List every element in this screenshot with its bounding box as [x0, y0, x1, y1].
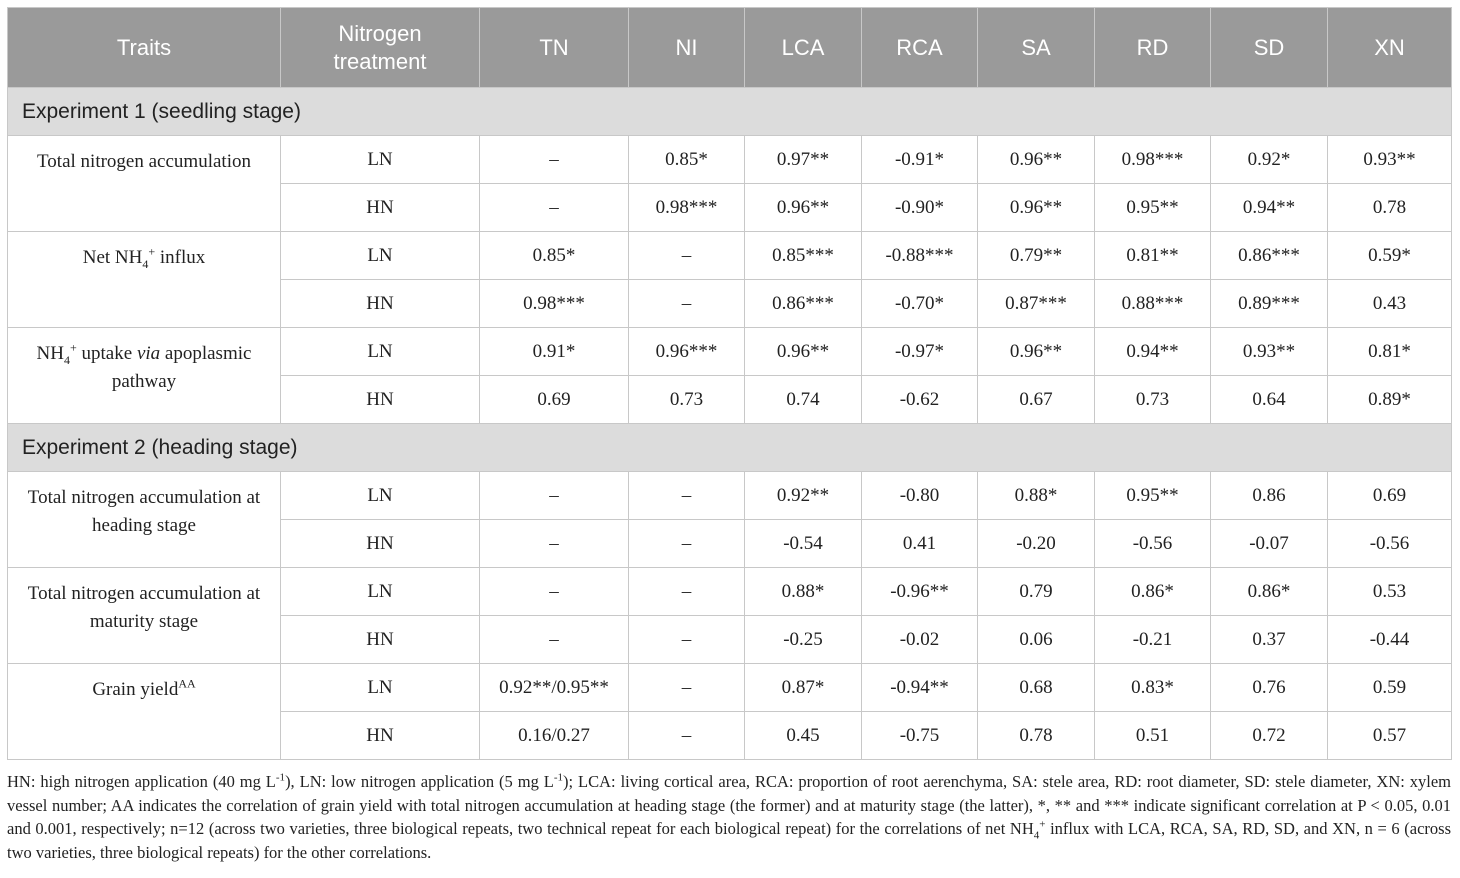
nitrogen-treatment: LN	[281, 136, 480, 184]
table-cell: 0.64	[1211, 376, 1328, 424]
table-cell: 0.89*	[1328, 376, 1452, 424]
nitrogen-treatment: HN	[281, 616, 480, 664]
table-cell: 0.59*	[1328, 232, 1452, 280]
column-header-xn: XN	[1328, 8, 1452, 88]
table-cell: 0.85*	[629, 136, 745, 184]
table-cell: –	[480, 520, 629, 568]
trait-name: Total nitrogen accumulation at heading stage	[8, 472, 281, 568]
table-cell: 0.68	[978, 664, 1095, 712]
table-cell: 0.88*	[745, 568, 862, 616]
trait-name: Total nitrogen accumulation at maturity stage	[8, 568, 281, 664]
table-cell: -0.62	[862, 376, 978, 424]
table-cell: 0.95**	[1095, 184, 1211, 232]
column-header-sa: SA	[978, 8, 1095, 88]
table-cell: 0.96**	[978, 136, 1095, 184]
nitrogen-treatment: LN	[281, 664, 480, 712]
table-cell: –	[629, 664, 745, 712]
table-cell: -0.56	[1095, 520, 1211, 568]
column-header-lca: LCA	[745, 8, 862, 88]
table-cell: 0.87*	[745, 664, 862, 712]
table-cell: 0.45	[745, 712, 862, 760]
table-cell: 0.94**	[1211, 184, 1328, 232]
table-cell: 0.74	[745, 376, 862, 424]
table-row	[8, 472, 1452, 520]
table-cell: 0.93**	[1211, 328, 1328, 376]
correlation-table	[7, 7, 1452, 760]
nitrogen-treatment: LN	[281, 472, 480, 520]
table-cell: 0.86***	[745, 280, 862, 328]
table-cell: -0.88***	[862, 232, 978, 280]
table-cell: -0.80	[862, 472, 978, 520]
table-cell: 0.88*	[978, 472, 1095, 520]
column-header-rd: RD	[1095, 8, 1211, 88]
table-cell: 0.95**	[1095, 472, 1211, 520]
table-cell: –	[629, 280, 745, 328]
column-header-ni: NI	[629, 8, 745, 88]
table-cell: 0.72	[1211, 712, 1328, 760]
table-cell: –	[629, 712, 745, 760]
table-cell: 0.79	[978, 568, 1095, 616]
table-cell: 0.57	[1328, 712, 1452, 760]
table-cell: 0.69	[480, 376, 629, 424]
trait-name: Total nitrogen accumulation	[8, 136, 281, 232]
table-cell: 0.91*	[480, 328, 629, 376]
table-cell: 0.96**	[745, 184, 862, 232]
nitrogen-treatment: LN	[281, 568, 480, 616]
table-cell: -0.02	[862, 616, 978, 664]
table-cell: -0.44	[1328, 616, 1452, 664]
table-cell: 0.85*	[480, 232, 629, 280]
table-cell: 0.89***	[1211, 280, 1328, 328]
table-cell: –	[629, 472, 745, 520]
table-cell: 0.78	[1328, 184, 1452, 232]
table-cell: -0.70*	[862, 280, 978, 328]
nitrogen-treatment: HN	[281, 376, 480, 424]
table-row	[8, 328, 1452, 376]
nitrogen-treatment: HN	[281, 712, 480, 760]
table-cell: 0.76	[1211, 664, 1328, 712]
trait-name: Net $NH_4^+$ influx	[8, 232, 281, 328]
column-header-rca: RCA	[862, 8, 978, 88]
table-cell: -0.21	[1095, 616, 1211, 664]
table-container	[7, 7, 1451, 760]
table-cell: 0.83*	[1095, 664, 1211, 712]
table-cell: 0.86***	[1211, 232, 1328, 280]
trait-name: $NH_4^+$ uptake via apoplasmic pathway	[8, 328, 281, 424]
column-header-sd: SD	[1211, 8, 1328, 88]
table-cell: 0.96**	[745, 328, 862, 376]
table-cell: –	[629, 520, 745, 568]
table-cell: -0.90*	[862, 184, 978, 232]
table-row	[8, 136, 1452, 184]
table-cell: 0.85***	[745, 232, 862, 280]
table-cell: –	[480, 136, 629, 184]
table-cell: -0.20	[978, 520, 1095, 568]
table-cell: -0.96**	[862, 568, 978, 616]
table-cell: 0.96***	[629, 328, 745, 376]
section-row	[8, 424, 1452, 472]
table-cell: -0.07	[1211, 520, 1328, 568]
table-cell: 0.43	[1328, 280, 1452, 328]
column-header-traits: Traits	[8, 8, 281, 88]
trait-name: Grain yield$^{AA}$	[8, 664, 281, 760]
table-cell: 0.92*	[1211, 136, 1328, 184]
nitrogen-treatment: HN	[281, 520, 480, 568]
table-cell: –	[629, 616, 745, 664]
table-cell: 0.96**	[978, 328, 1095, 376]
section-title: Experiment 1 (seedling stage)	[8, 88, 1452, 136]
table-cell: 0.78	[978, 712, 1095, 760]
nitrogen-treatment: HN	[281, 184, 480, 232]
table-cell: 0.96**	[978, 184, 1095, 232]
table-cell: 0.97**	[745, 136, 862, 184]
table-cell: 0.86*	[1095, 568, 1211, 616]
table-cell: –	[629, 232, 745, 280]
column-header-tn: TN	[480, 8, 629, 88]
table-body	[8, 88, 1452, 760]
table-cell: 0.98***	[1095, 136, 1211, 184]
nitrogen-treatment: LN	[281, 232, 480, 280]
table-cell: -0.25	[745, 616, 862, 664]
table-cell: –	[480, 472, 629, 520]
table-cell: 0.81**	[1095, 232, 1211, 280]
table-cell: 0.93**	[1328, 136, 1452, 184]
table-cell: 0.98***	[629, 184, 745, 232]
table-cell: 0.88***	[1095, 280, 1211, 328]
table-cell: 0.73	[629, 376, 745, 424]
table-cell: 0.37	[1211, 616, 1328, 664]
table-cell: 0.59	[1328, 664, 1452, 712]
nitrogen-treatment: LN	[281, 328, 480, 376]
section-title: Experiment 2 (heading stage)	[8, 424, 1452, 472]
table-cell: 0.67	[978, 376, 1095, 424]
nitrogen-treatment: HN	[281, 280, 480, 328]
table-row	[8, 232, 1452, 280]
table-cell: 0.79**	[978, 232, 1095, 280]
table-cell: 0.94**	[1095, 328, 1211, 376]
table-cell: 0.69	[1328, 472, 1452, 520]
table-cell: –	[480, 616, 629, 664]
table-cell: -0.94**	[862, 664, 978, 712]
table-cell: 0.87***	[978, 280, 1095, 328]
table-cell: 0.86	[1211, 472, 1328, 520]
table-cell: 0.92**	[745, 472, 862, 520]
table-cell: 0.86*	[1211, 568, 1328, 616]
table-cell: 0.53	[1328, 568, 1452, 616]
table-cell: -0.97*	[862, 328, 978, 376]
section-row	[8, 88, 1452, 136]
table-cell: 0.51	[1095, 712, 1211, 760]
table-cell: 0.41	[862, 520, 978, 568]
table-cell: –	[629, 568, 745, 616]
table-row	[8, 568, 1452, 616]
table-cell: 0.06	[978, 616, 1095, 664]
table-cell: -0.54	[745, 520, 862, 568]
table-cell: -0.56	[1328, 520, 1452, 568]
table-cell: –	[480, 568, 629, 616]
table-cell: 0.73	[1095, 376, 1211, 424]
table-row	[8, 664, 1452, 712]
column-header-nitrogen-treatment: Nitrogen treatment	[281, 8, 480, 88]
table-cell: –	[480, 184, 629, 232]
table-cell: 0.16/0.27	[480, 712, 629, 760]
table-cell: -0.75	[862, 712, 978, 760]
table-footnote: HN: high nitrogen application (40 mg $L^{-1}$), LN: low nitrogen application (5 mg $L^{-1}$); LCA: living cortical area, RCA: proportion of root aerenchyma, SA: stele area, RD: root diameter, SD: stele diameter, XN: xylem vessel number; AA indicates the correlation of grain yield with total nitrogen accumulation at heading stage (the former) and at maturity stage (the latter), *, ** and *** indicate significant correlation at P < 0.05, 0.01 and 0.001, respectively; n=12 (across two varieties, three biological repeats, two technical repeat for each biological repeat) for the correlations of net $NH_4^+$ influx with LCA, RCA, SA, RD, SD, and XN, n = 6 (across two varieties, three biological repeats) for the other correlations.	[7, 771, 1452, 862]
table-cell: 0.98***	[480, 280, 629, 328]
table-cell: 0.92**/0.95**	[480, 664, 629, 712]
header-row	[8, 8, 1452, 88]
table-cell: 0.81*	[1328, 328, 1452, 376]
table-cell: -0.91*	[862, 136, 978, 184]
